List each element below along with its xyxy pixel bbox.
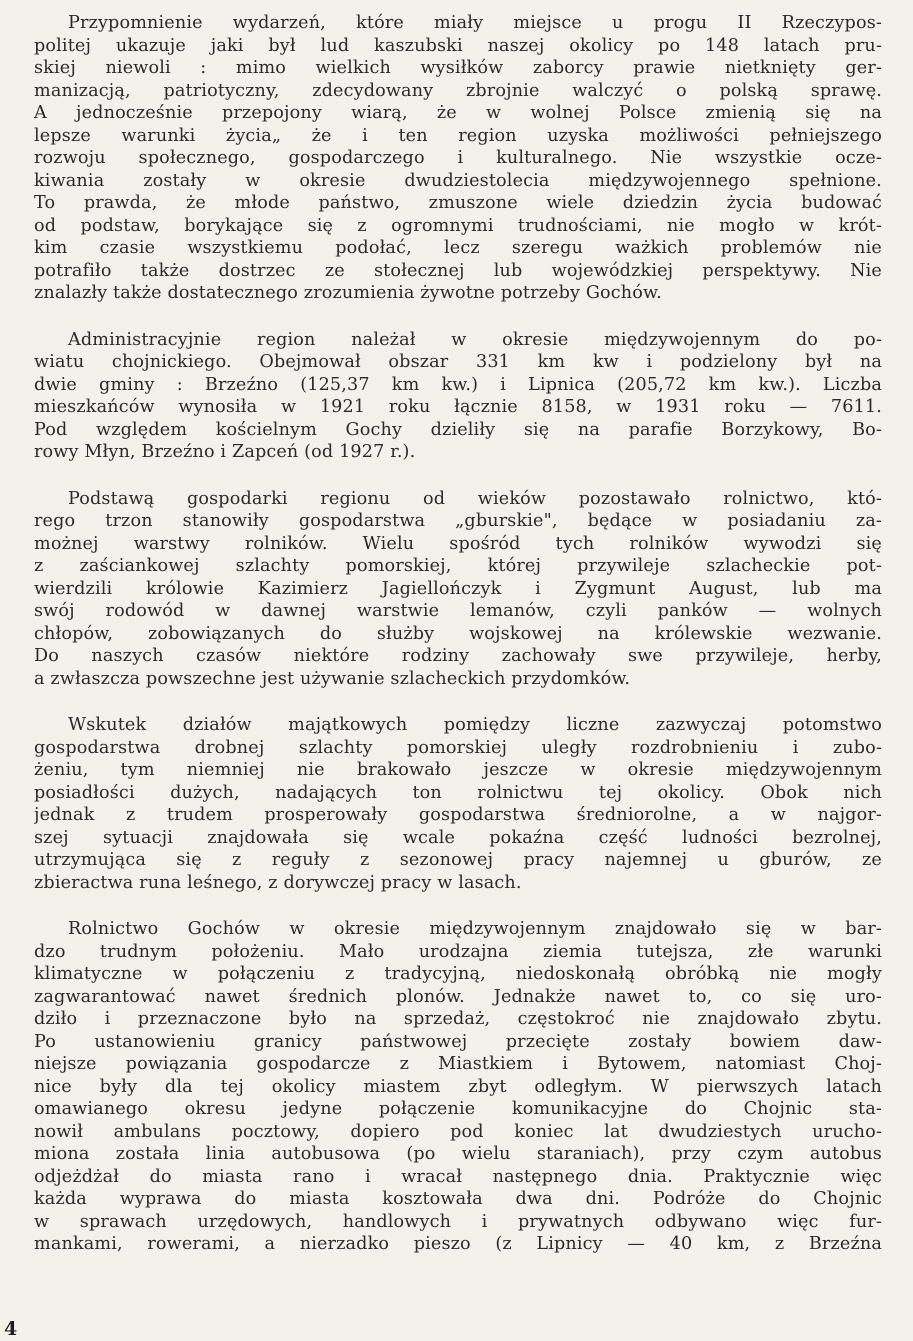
text-line: omawianego okresu jedyne połączenie komunikacyjne do Chojnic sta-: [34, 1099, 882, 1119]
text-line: rozwoju społecznego, gospodarczego i kulturalnego. Nie wszystkie ocze-: [34, 148, 882, 168]
text-line: gospodarstwa drobnej szlachty pomorskiej uległy rozdrobnieniu i zubo-: [34, 737, 882, 758]
paragraph-2: [34, 329, 882, 464]
text-line: nowił ambulans pocztowy, dopiero pod koniec lat dwudziestych urucho-: [34, 1121, 882, 1142]
text-line: skiej niewoli : mimo wielkich wysiłków zaborcy prawie nietknięty ger-: [34, 58, 882, 78]
text-line: chłopów, zobowiązanych do służby wojskowej na królewskie wezwanie.: [34, 623, 882, 644]
text-line: niejsze powiązania gospodarcze z Miastkiem i Bytowem, natomiast Choj-: [34, 1054, 882, 1074]
text-line: kiwania zostały w okresie dwudziestolecia międzywojennego spełnione.: [34, 170, 882, 191]
text-line: dzo trudnym położeniu. Mało urodzajna ziemia tutejsza, złe warunki: [34, 941, 882, 962]
text-line: Przypomnienie wydarzeń, które miały miejsce u progu II Rzeczypos-: [68, 13, 882, 33]
text-line: wiatu chojnickiego. Obejmował obszar 331 km kw i podzielony był na: [34, 352, 882, 372]
text-line: jednak z trudem prosperowały gospodarstwa średniorolne, a w najgor-: [34, 805, 882, 825]
text-line: lepsze warunki życia„ że i ten region uzyska możliwości pełniejszego: [34, 125, 882, 146]
text-line: Pod względem kościelnym Gochy dzieliły się na parafie Borzykowy, Bo-: [34, 419, 882, 440]
text-line: klimatyczne w połączeniu z tradycyjną, niedoskonałą obróbką nie mogły: [34, 964, 882, 984]
text-line: zbieractwa runa leśnego, z dorywczej pracy w lasach.: [34, 872, 522, 893]
paragraph-4: [34, 714, 882, 894]
paragraph-1: [34, 12, 882, 305]
text-line: wierdzili królowie Kazimierz Jagiellończyk i Zygmunt August, lub ma: [34, 578, 882, 599]
text-line: To prawda, że młode państwo, zmuszone wiele dziedzin życia budować: [34, 193, 882, 213]
text-line: Rolnictwo Gochów w okresie międzywojennym znajdowało się w bar-: [68, 919, 882, 939]
page-text: [34, 12, 882, 1280]
text-line: Do naszych czasów niektóre rodziny zachowały swe przywileje, herby,: [34, 646, 882, 666]
text-line: rego trzon stanowiły gospodarstwa „gburskie", będące w posiadaniu za-: [34, 511, 882, 531]
text-line: posiadłości dużych, nadających ton rolnictwu tej okolicy. Obok nich: [34, 782, 882, 803]
text-line: dwie gminy : Brzeźno (125,37 km kw.) i Lipnica (205,72 km kw.). Liczba: [34, 374, 882, 395]
text-line: A jednocześnie przepojony wiarą, że w wolnej Polsce zmienią się na: [34, 103, 882, 123]
text-line: znalazły także dostatecznego zrozumienia żywotne potrzeby Gochów.: [34, 283, 662, 303]
text-line: potrafiło także dostrzec ze stołecznej lub wojewódzkiej perspektywy. Nie: [34, 260, 882, 281]
text-line: zagwarantować nawet średnich plonów. Jednakże nawet to, co się uro-: [34, 986, 882, 1007]
paragraph-3: [34, 488, 882, 691]
paragraph-5: [34, 918, 882, 1256]
text-line: dziło i przeznaczone było na sprzedaż, częstokroć nie znajdowało zbytu.: [34, 1009, 882, 1029]
text-line: kim czasie wszystkiemu podołać, lecz szeregu ważkich problemów nie: [34, 238, 882, 258]
text-line: mankami, rowerami, a nierzadko pieszo (z Lipnicy — 40 km, z Brzeźna: [34, 1234, 882, 1254]
text-line: od podstaw, borykające się z ogromnymi trudnościami, nie mogło w krót-: [34, 215, 882, 236]
text-line: Podstawą gospodarki regionu od wieków pozostawało rolnictwo, któ-: [68, 488, 882, 509]
text-line: utrzymująca się z reguły z sezonowej pracy najemnej u gburów, ze: [34, 850, 882, 870]
text-line: politej ukazuje jaki był lud kaszubski naszej okolicy po 148 latach pru-: [34, 35, 882, 56]
text-line: możnej warstwy rolników. Wielu spośród tych rolników wywodzi się: [34, 533, 882, 554]
text-line: rowy Młyn, Brzeźno i Zapceń (od 1927 r.).: [34, 442, 416, 462]
text-line: swój rodowód w dawnej warstwie lemanów, czyli panków — wolnych: [34, 601, 882, 621]
text-line: każda wyprawa do miasta kosztowała dwa dni. Podróże do Chojnic: [34, 1189, 882, 1209]
text-line: Po ustanowieniu granicy państwowej przecięte zostały bowiem daw-: [34, 1031, 882, 1052]
text-line: a zwłaszcza powszechne jest używanie szlacheckich przydomków.: [34, 668, 631, 689]
text-line: Wskutek działów majątkowych pomiędzy liczne zazwyczaj potomstwo: [68, 715, 882, 735]
text-line: żeniu, tym niemniej nie brakowało jeszcze w okresie międzywojennym: [34, 760, 882, 780]
text-line: Administracyjnie region należał w okresie międzywojennym do po-: [68, 329, 882, 350]
text-line: odjeżdżał do miasta rano i wracał następnego dnia. Praktycznie więc: [34, 1166, 882, 1187]
text-line: szej sytuacji znajdowała się wcale pokaźna część ludności bezrolnej,: [34, 827, 882, 848]
page-number: 4: [4, 1318, 18, 1340]
text-line: nice były dla tej okolicy miastem zbyt odległym. W pierwszych latach: [34, 1076, 882, 1097]
text-line: z zaściankowej szlachty pomorskiej, której przywileje szlacheckie pot-: [34, 556, 882, 576]
text-line: w sprawach urzędowych, handlowych i prywatnych odbywano więc fur-: [34, 1211, 882, 1232]
text-line: manizacją, patriotyczny, zdecydowany zbrojnie walczyć o polską sprawę.: [34, 80, 882, 101]
text-line: mieszkańców wynosiła w 1921 roku łącznie 8158, w 1931 roku — 7611.: [34, 397, 882, 417]
text-line: miona została linia autobusowa (po wielu staraniach), przy czym autobus: [34, 1144, 882, 1164]
